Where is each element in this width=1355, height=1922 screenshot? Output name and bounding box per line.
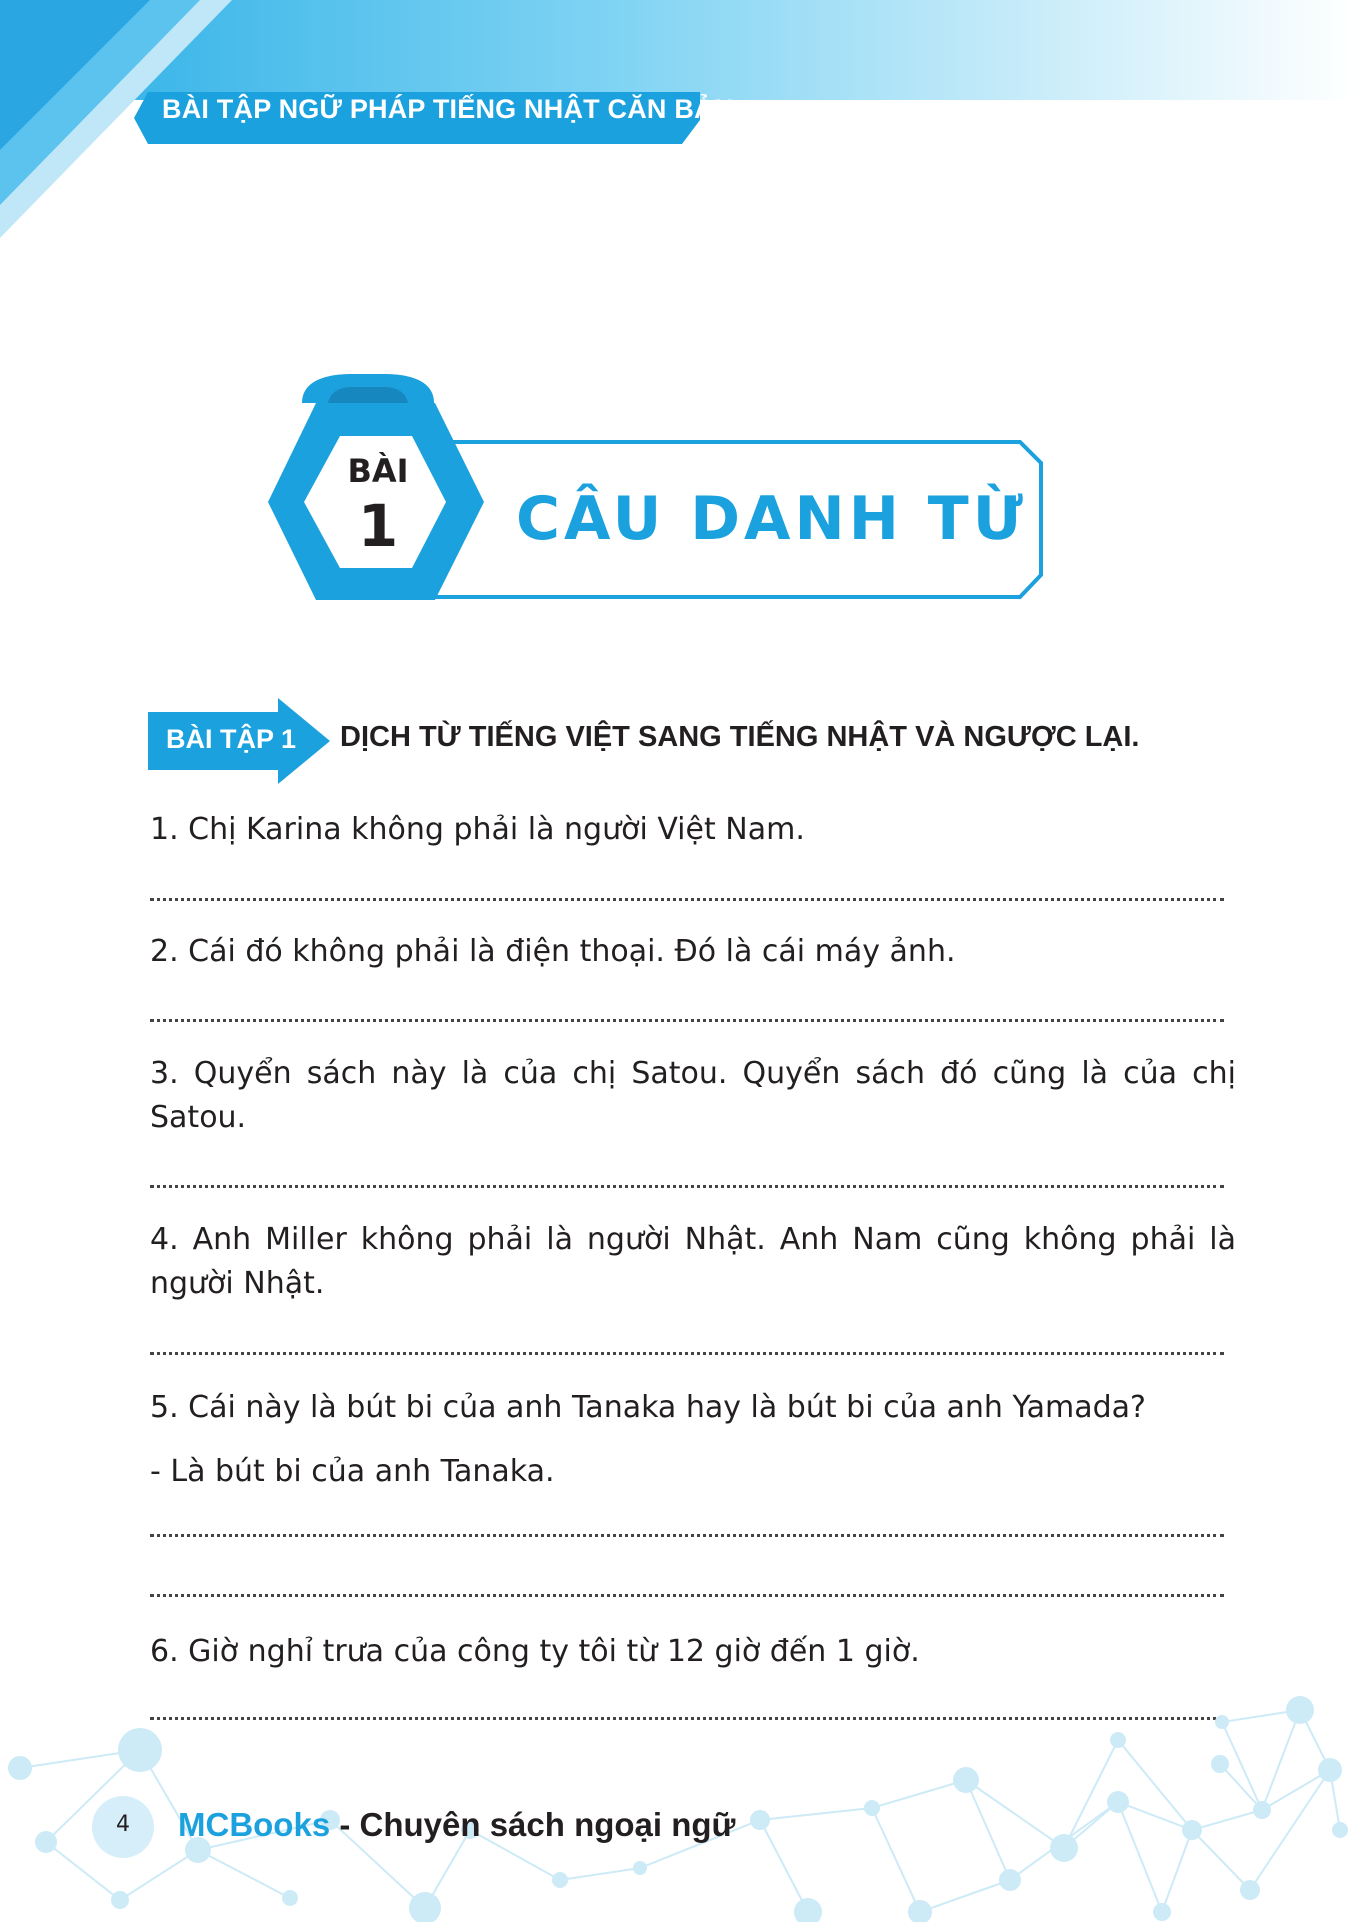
exercise-instruction: DỊCH TỪ TIẾNG VIỆT SANG TIẾNG NHẬT VÀ NGƯỢC LẠI. — [340, 721, 1140, 753]
exercise-label: BÀI TẬP 1 — [166, 724, 297, 754]
answer-line-3[interactable] — [150, 1185, 1224, 1188]
question-1: 1. Chị Karina không phải là người Việt Nam. — [150, 812, 805, 847]
answer-line-4[interactable] — [150, 1352, 1224, 1355]
lesson-label: BÀI — [347, 452, 409, 490]
answer-line-2[interactable] — [150, 1019, 1224, 1022]
question-3: 3. Quyển sách này là của chị Satou. Quyển sách đó cũng là của chị Satou. — [150, 1056, 1236, 1135]
answer-line-1[interactable] — [150, 898, 1224, 901]
question-6: 6. Giờ nghỉ trưa của công ty tôi từ 12 giờ đến 1 giờ. — [150, 1634, 920, 1669]
page-number: 4 — [116, 1812, 130, 1837]
question-5: 5. Cái này là bút bi của anh Tanaka hay là bút bi của anh Yamada? — [150, 1390, 1146, 1425]
header-decoration — [0, 0, 1355, 260]
answer-line-5b[interactable] — [150, 1594, 1224, 1597]
network-decoration — [0, 1680, 1355, 1922]
question-5-answer: - Là bút bi của anh Tanaka. — [150, 1454, 555, 1489]
footer-publisher — [178, 1806, 735, 1844]
lesson-title: CÂU DANH TỪ — [516, 484, 1027, 554]
footer-brand: MCBooks — [178, 1806, 331, 1843]
answer-line-5a[interactable] — [150, 1534, 1224, 1537]
footer-tagline: - Chuyên sách ngoại ngữ — [330, 1806, 736, 1843]
lesson-number: 1 — [357, 492, 399, 560]
question-4: 4. Anh Miller không phải là người Nhật. Anh Nam cũng không phải là người Nhật. — [150, 1222, 1236, 1301]
question-2: 2. Cái đó không phải là điện thoại. Đó là cái máy ảnh. — [150, 934, 956, 969]
book-title: BÀI TẬP NGỮ PHÁP TIẾNG NHẬT CĂN BẢN — [162, 94, 734, 124]
